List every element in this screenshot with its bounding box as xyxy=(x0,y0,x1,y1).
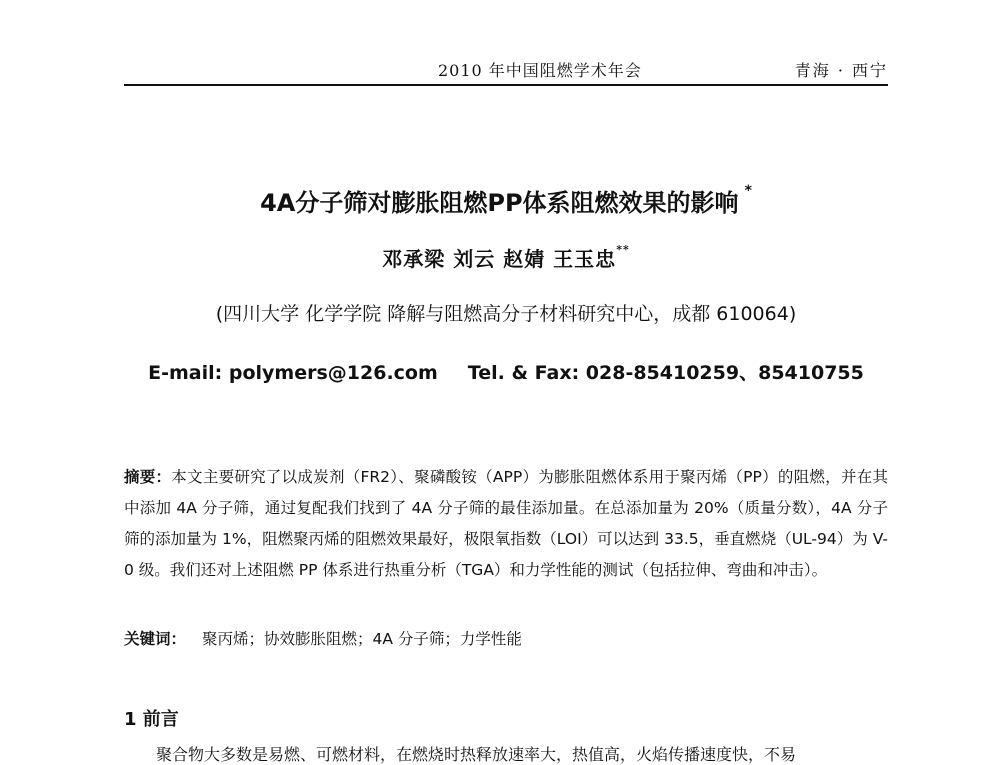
body-paragraph: 聚合物大多数是易燃、可燃材料，在燃烧时热释放速率大，热值高，火焰传播速度快，不易 xyxy=(156,745,797,764)
author-names: 邓承梁 刘云 赵婧 王玉忠 xyxy=(382,247,617,271)
corresponding-author-mark: ** xyxy=(616,243,630,256)
author-list xyxy=(124,243,888,272)
keywords-text: 聚丙烯；协效膨胀阻燃；4A 分子筛；力学性能 xyxy=(202,630,522,648)
conference-name: 2010 年中国阻燃学术年会 xyxy=(438,61,642,80)
paper-title-text: 4A分子筛对膨胀阻燃PP体系阻燃效果的影响 xyxy=(260,189,739,217)
abstract-text: 本文主要研究了以成炭剂（FR2）、聚磷酸铵（APP）为膨胀阻燃体系用于聚丙烯（PP）的阻燃，并在其中添加 4A 分子筛，通过复配我们找到了 4A 分子筛的最佳添加量。在总添加量为 20%（质量分数），4A 分子筛的添加量为 1%，阻燃聚丙烯的阻燃效果最好，极限氧指数（LOI）可以达到 33.5，垂直燃烧（UL-94）为 V-0 级。我们还对上述阻燃 PP 体系进行热重分析（TGA）和力学性能的测试（包括拉伸、弯曲和冲击）。 xyxy=(124,468,888,579)
section-heading-introduction: 1 前言 xyxy=(124,709,179,730)
paper-title xyxy=(124,183,888,218)
contact-tel-fax: Tel. & Fax: 028-85410259、85410755 xyxy=(467,362,864,384)
running-header xyxy=(124,58,888,86)
keywords xyxy=(124,627,888,649)
abstract xyxy=(124,462,888,586)
affiliation: (四川大学 化学学院 降解与阻燃高分子材料研究中心，成都 610064) xyxy=(215,303,797,325)
conference-location: 青海 · 西宁 xyxy=(794,61,888,80)
abstract-label: 摘要： xyxy=(124,468,172,486)
contact-info xyxy=(124,358,888,385)
keywords-label: 关键词： xyxy=(124,630,187,648)
contact-email: E-mail: polymers@126.com xyxy=(148,362,438,384)
title-footnote-mark: * xyxy=(744,183,752,199)
